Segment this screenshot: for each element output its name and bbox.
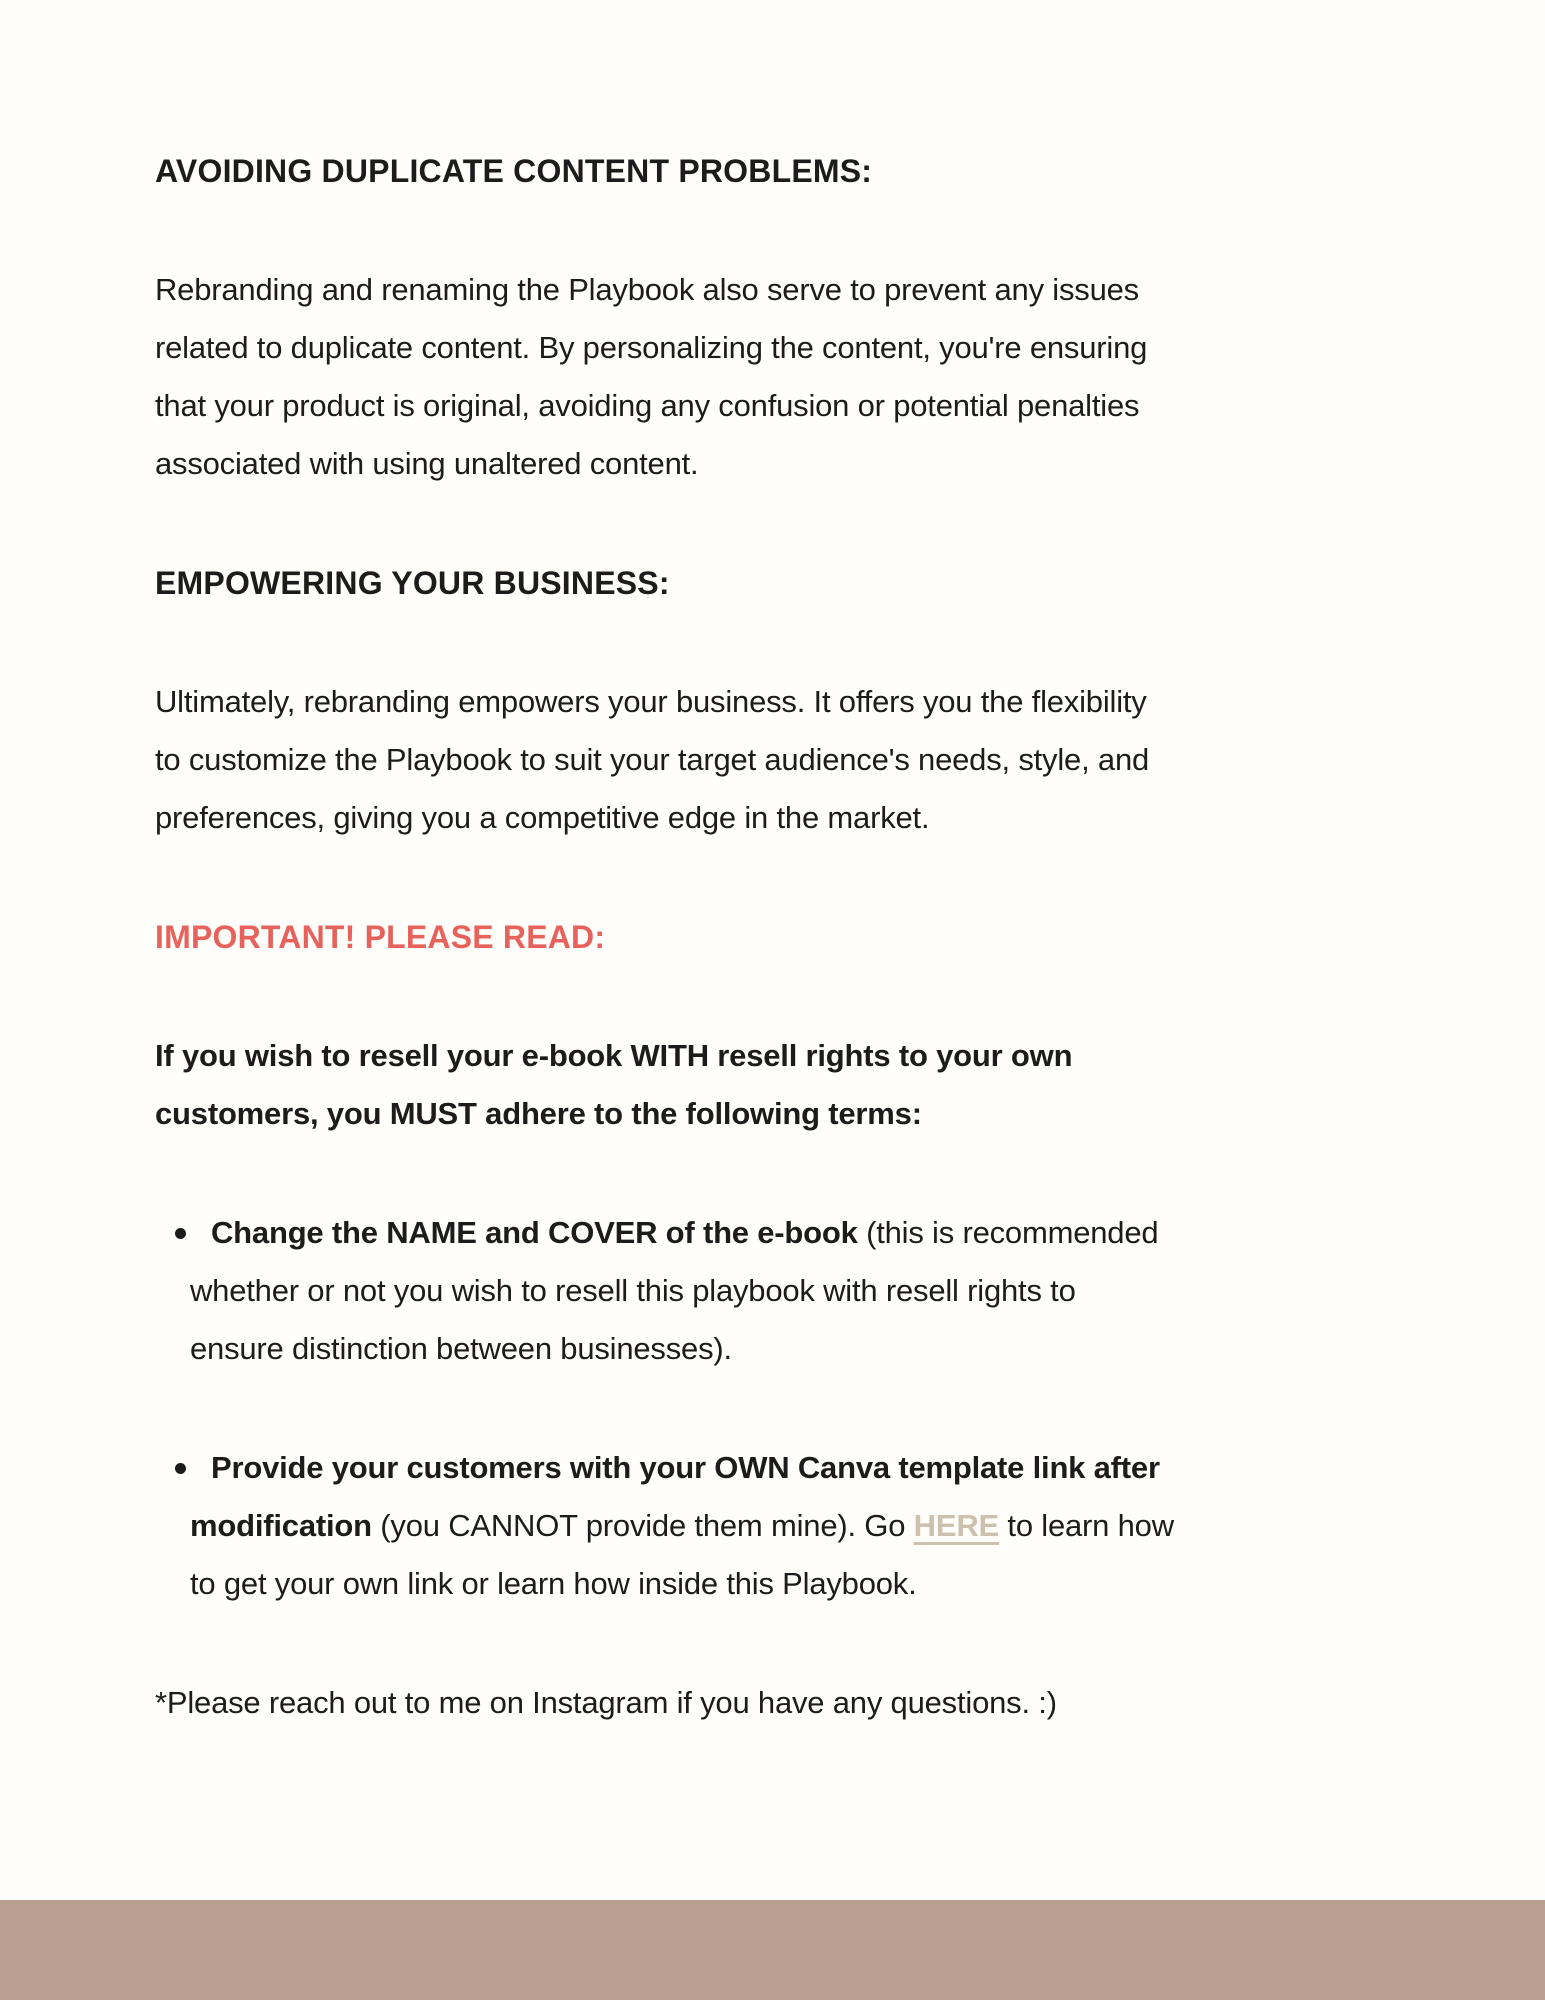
bullet-bold-text: modification: [190, 1508, 372, 1543]
text-line: [211, 1439, 1445, 1497]
bullet-item-change-name-cover: [155, 1204, 1445, 1378]
text-line: Ultimately, rebranding empowers your business. It offers you the flexibility: [155, 684, 1147, 719]
bullet-regular-text: (you CANNOT provide them mine). Go: [371, 1508, 914, 1543]
bullet-item-provide-canva-link: [155, 1439, 1445, 1613]
heading-important-please-read: IMPORTANT! PLEASE READ:: [155, 919, 606, 955]
bullet-bold-text: Provide your customers with your OWN Canva template link after: [211, 1450, 1160, 1485]
note-instagram: [155, 1674, 1445, 1732]
text-line: preferences, giving you a competitive edge in the market.: [155, 800, 930, 835]
paragraph-resell-terms: [155, 1027, 1445, 1143]
text-line: *Please reach out to me on Instagram if you have any questions. :): [155, 1685, 1057, 1720]
bullet-dot: [175, 1228, 186, 1239]
bullet-regular-text: to learn how: [999, 1508, 1174, 1543]
text-line: associated with using unaltered content.: [155, 446, 699, 481]
text-line: that your product is original, avoiding any confusion or potential penalties: [155, 388, 1140, 423]
text-line: customers, you MUST adhere to the following terms:: [155, 1096, 922, 1131]
paragraph-empowering-business: [155, 673, 1445, 847]
heading-empowering-business: EMPOWERING YOUR BUSINESS:: [155, 565, 670, 601]
bullet-dot: [175, 1463, 186, 1474]
text-line: related to duplicate content. By personalizing the content, you're ensuring: [155, 330, 1148, 365]
here-link[interactable]: HERE: [913, 1508, 999, 1543]
text-line: [211, 1204, 1445, 1262]
text-line: to get your own link or learn how inside this Playbook.: [190, 1566, 917, 1601]
text-line: whether or not you wish to resell this playbook with resell rights to: [190, 1273, 1076, 1308]
text-line: to customize the Playbook to suit your target audience's needs, style, and: [155, 742, 1150, 777]
bullet-regular-text: (this is recommended: [857, 1215, 1159, 1250]
footer-bar: [0, 1900, 1545, 2000]
heading-avoiding-duplicate-content: AVOIDING DUPLICATE CONTENT PROBLEMS:: [155, 153, 873, 189]
paragraph-duplicate-content: [155, 261, 1445, 493]
text-line: [190, 1497, 1445, 1555]
text-line: Rebranding and renaming the Playbook also serve to prevent any issues: [155, 272, 1139, 307]
text-line: If you wish to resell your e-book WITH resell rights to your own: [155, 1038, 1073, 1073]
bullet-bold-text: Change the NAME and COVER of the e-book: [211, 1215, 858, 1250]
text-line: ensure distinction between businesses).: [190, 1331, 732, 1366]
